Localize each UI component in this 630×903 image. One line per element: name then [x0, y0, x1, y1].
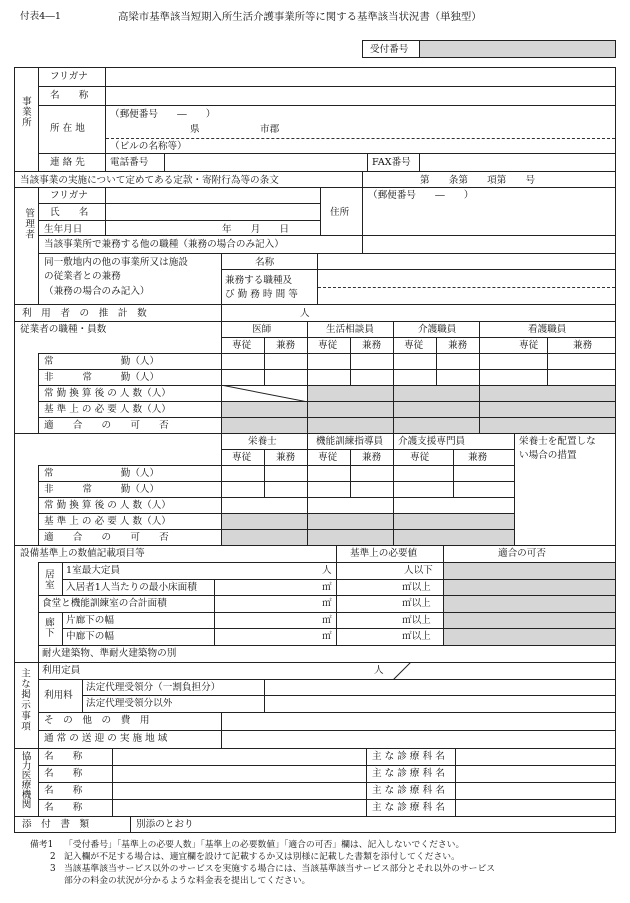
col-parttime: 兼務 [362, 452, 382, 463]
col-fulltime: 専従 [232, 340, 252, 351]
facility-capacity-label: 1室最大定員 [66, 565, 121, 576]
staff-label: 従業者の職種・員数 [20, 324, 107, 335]
office-furigana-label: フリガナ [50, 71, 88, 82]
facility-area-unit: ㎡ [322, 631, 332, 642]
notices-fee-other: 法定代理受領分以外 [86, 698, 173, 709]
office-furigana-input[interactable] [107, 68, 614, 85]
office-name-input[interactable] [107, 87, 614, 104]
manager-birth-label: 生年月日 [44, 224, 83, 235]
facility-middle-label: 中廊下の幅 [66, 631, 114, 642]
facility-area-unit: ㎡ [322, 582, 332, 593]
remark-2: 記入欄が不足する場合は、適宜欄を設けて記載するか又は別様に記載した書類を添付してください。 [64, 852, 460, 862]
regulation-label: 当該事業の実施について定めてある定款・寄附行為等の条文 [20, 175, 279, 186]
page-title: 高梁市基準該当短期入所生活介護事業所等に関する基準該当状況書（単独型） [118, 11, 482, 23]
role-counselor: 生活相談員 [326, 324, 374, 335]
manager-address-input[interactable] [364, 204, 614, 234]
notices-capacity-label: 利用定員 [42, 665, 81, 676]
receipt-number-label: 受付番号 [370, 44, 409, 55]
manager-other-label-3: （兼務の場合のみ記入） [44, 286, 150, 297]
col-parttime: 兼務 [276, 452, 296, 463]
facility-area-required: ㎡以上 [402, 598, 431, 609]
staff-row-converted: 常 勤 換 算 後 の 人 数（人） [44, 388, 171, 399]
staff-row-fulltime: 常 勤（人） [44, 468, 160, 479]
notices-section-label: 主な掲示事項 [19, 668, 31, 732]
col-parttime: 兼務 [468, 452, 488, 463]
manager-name-label: 氏 名 [50, 207, 89, 218]
facility-min-area-label: 入居者1人当たりの最小床面積 [66, 582, 197, 593]
role-doctor: 医師 [252, 324, 272, 335]
facility-area-required: ㎡以上 [402, 615, 431, 626]
staff-row-converted: 常 勤 換 算 後 の 人 数（人） [44, 500, 171, 511]
staff-row-required: 基 準 上 の 必 要 人 数（人） [44, 404, 171, 415]
col-fulltime: 専従 [519, 340, 539, 351]
office-phone-input[interactable] [166, 154, 366, 170]
users-estimate-input[interactable] [223, 305, 293, 320]
role-care-manager: 介護支援専門員 [398, 436, 466, 447]
role-care-worker: 介護職員 [418, 324, 457, 335]
manager-duty-label-2: び 勤 務 時 間 等 [225, 289, 298, 300]
staff-row-parttime: 非 常 勤（人） [44, 484, 160, 495]
regulation-article: 第 条第 項第 号 [420, 175, 536, 186]
manager-postal-label: （郵便番号 ― ） [368, 190, 474, 201]
receipt-number-field [420, 41, 615, 57]
facility-dining-label: 食堂と機能訓練室の合計面積 [42, 598, 167, 609]
role-nutritionist: 栄養士 [248, 436, 277, 447]
cooperation-dept-label: 主 な 診 療 科 名 [372, 785, 445, 796]
office-contact-label: 連 絡 先 [50, 157, 85, 168]
cooperation-name-label: 名 称 [44, 768, 83, 779]
cooperation-name-label: 名 称 [44, 802, 83, 813]
no-nutritionist-label-1: 栄養士を配置しな [519, 436, 596, 447]
col-fulltime: 専従 [404, 340, 424, 351]
col-fulltime: 専従 [410, 452, 430, 463]
cooperation-dept-label: 主 な 診 療 科 名 [372, 751, 445, 762]
facility-required-header: 基準上の必要値 [350, 548, 418, 559]
notices-fee-statutory: 法定代理受領分（一割負担分） [86, 682, 221, 693]
cooperation-name-label: 名 称 [44, 785, 83, 796]
attachment-label: 添 付 書 類 [22, 819, 90, 830]
office-building-label: （ビルの名称等） [110, 141, 187, 152]
manager-other-label-1: 同一敷地内の他の事業所又は施設 [44, 257, 188, 268]
col-parttime: 兼務 [448, 340, 468, 351]
col-fulltime: 専従 [232, 452, 252, 463]
cooperation-name-label: 名 称 [44, 751, 83, 762]
remark-3-number: 3 [50, 864, 56, 874]
office-phone-label: 電話番号 [110, 157, 149, 168]
no-nutritionist-input[interactable] [516, 465, 614, 544]
remark-3a: 当該基準該当サービス以外のサービスを実施する場合には、当該基準該当サービス部分とそれ以外のサービス [64, 864, 496, 874]
manager-concurrent-input[interactable] [364, 236, 614, 252]
manager-furigana-input[interactable] [107, 188, 319, 202]
remark-1: 「受付番号」「基準上の必要人数」「基準上の必要数値」「適合の可否」欄は、記入しないでください。 [64, 840, 465, 850]
office-postal-label: （郵便番号 ― ） [110, 109, 216, 120]
facility-corridor-label: 廊下 [42, 617, 54, 639]
facility-conform-header: 適合の可否 [498, 548, 546, 559]
notices-transport-label: 通 常 の 送 迎 の 実 施 地 域 [44, 733, 168, 744]
users-unit: 人 [300, 308, 310, 319]
facility-area-required: ㎡以上 [402, 582, 431, 593]
office-name-label: 名 称 [50, 90, 89, 101]
manager-birth-format: 年 月 日 [222, 224, 290, 235]
no-nutritionist-label-2: い場合の措置 [519, 450, 577, 461]
manager-other-name-label: 名称 [255, 257, 275, 268]
office-section-label: 事業所 [19, 96, 31, 128]
office-city-label: 市郡 [260, 124, 280, 135]
notices-other-costs-label: そ の 他 の 費 用 [44, 715, 150, 726]
role-trainer: 機能訓練指導員 [316, 436, 384, 447]
facility-area-unit: ㎡ [322, 598, 332, 609]
col-parttime: 兼務 [573, 340, 593, 351]
manager-concurrent-label: 当該事業所で兼務する他の職種（兼務の場合のみ記入） [44, 239, 284, 250]
form-number: 付表4―1 [20, 11, 61, 22]
remark-3b: 部分の料金の状況が分かるような料金表を提出してください。 [64, 876, 311, 886]
cooperation-dept-label: 主 な 診 療 科 名 [372, 768, 445, 779]
office-address-label: 所 在 地 [50, 123, 85, 134]
manager-other-name-input[interactable] [319, 254, 614, 268]
office-pref-label: 県 [190, 124, 200, 135]
staff-row-required: 基 準 上 の 必 要 人 数（人） [44, 516, 171, 527]
remark-2-number: 2 [50, 852, 56, 862]
attachment-value: 別添のとおり [136, 819, 194, 830]
facility-area-unit: ㎡ [322, 615, 332, 626]
staff-row-parttime: 非 常 勤（人） [44, 372, 160, 383]
staff-row-conform: 適 合 の 可 否 [44, 420, 169, 431]
facility-fireproof-label: 耐火建築物、準耐火建築物の別 [42, 648, 177, 659]
office-fax-label: FAX番号 [372, 157, 411, 168]
facility-room-label: 居室 [42, 569, 54, 591]
role-nurse: 看護職員 [528, 324, 567, 335]
col-parttime: 兼務 [276, 340, 296, 351]
cooperation-dept-label: 主 な 診 療 科 名 [372, 802, 445, 813]
notices-capacity-unit: 人 [374, 665, 384, 676]
manager-furigana-label: フリガナ [50, 190, 88, 201]
col-fulltime: 専従 [318, 452, 338, 463]
facility-area-required: ㎡以上 [402, 631, 431, 642]
staff-row-conform: 適 合 の 可 否 [44, 532, 169, 543]
col-parttime: 兼務 [362, 340, 382, 351]
notices-fee-label: 利用料 [44, 690, 73, 701]
office-fax-input[interactable] [421, 154, 614, 170]
facility-capacity-required: 人以下 [404, 565, 433, 576]
remarks-title: 備考1 [30, 840, 54, 850]
col-fulltime: 専従 [318, 340, 338, 351]
manager-name-input[interactable] [107, 204, 319, 219]
manager-other-label-2: の従業者との兼務 [44, 271, 121, 282]
facility-capacity-unit: 人 [322, 565, 332, 576]
cooperation-section-label: 協力医療機関 [19, 751, 31, 809]
facility-label: 設備基準上の数値記載項目等 [20, 548, 145, 559]
users-estimate-label: 利 用 者 の 推 計 数 [22, 308, 147, 319]
facility-one-side-label: 片廊下の幅 [66, 615, 114, 626]
manager-duty-label-1: 兼務する職種及 [225, 275, 293, 286]
manager-address-label: 住所 [330, 207, 350, 218]
staff-row-fulltime: 常 勤（人） [44, 356, 160, 367]
manager-duty-input[interactable] [319, 270, 614, 303]
manager-section-label: 管理者 [23, 208, 35, 240]
